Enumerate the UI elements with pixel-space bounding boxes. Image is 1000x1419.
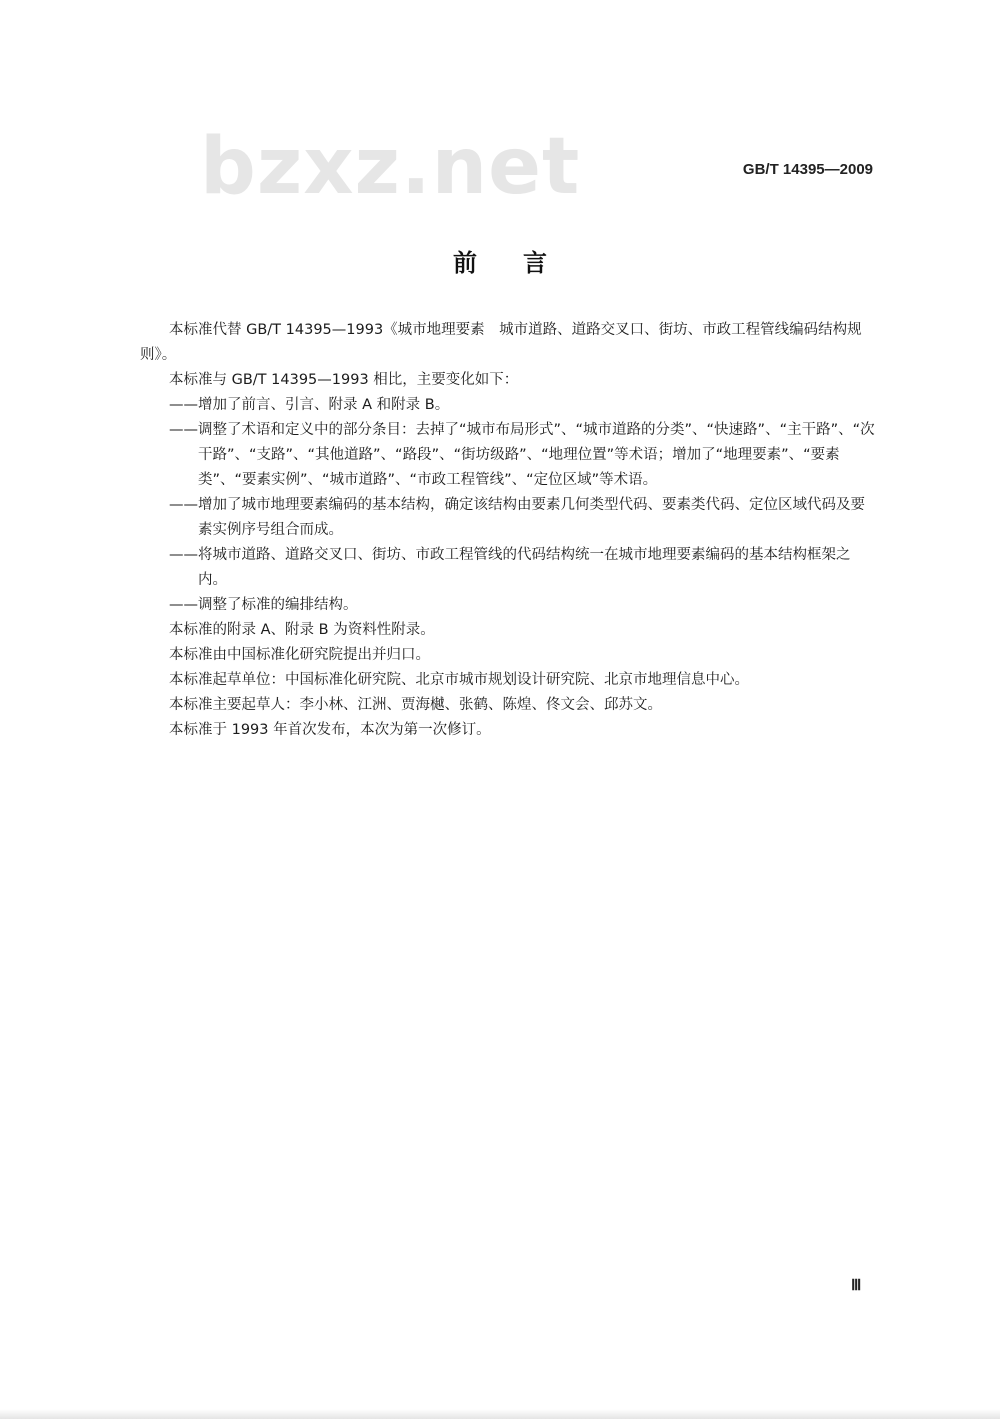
change-item: ——将城市道路、道路交叉口、街坊、市政工程管线的代码结构统一在城市地理要素编码的基本结构框架之内。 bbox=[169, 547, 851, 588]
page-edge-shadow bbox=[0, 1409, 1000, 1419]
page-number: Ⅲ bbox=[851, 1278, 862, 1294]
paragraph-changes-intro: 本标准与 GB/T 14395—1993 相比，主要变化如下： bbox=[169, 372, 519, 388]
change-item: ——增加了前言、引言、附录 A 和附录 B。 bbox=[169, 397, 450, 413]
foreword-body bbox=[140, 318, 875, 743]
change-item: ——增加了城市地理要素编码的基本结构，确定该结构由要素几何类型代码、要素类代码、定位区域代码及要素实例序号组合而成。 bbox=[169, 497, 865, 538]
change-item: ——调整了标准的编排结构。 bbox=[169, 597, 358, 613]
change-item: ——调整了术语和定义中的部分条目：去掉了“城市布局形式”、“城市道路的分类”、“快速路”、“主干路”、“次干路”、“支路”、“其他道路”、“路段”、“街坊级路”、“地理位置”等术语；增加了“地理要素”、“要素类”、“要素实例”、“城市道路”、“市政工程管线”、“定位区域”等术语。 bbox=[169, 422, 875, 488]
paragraph-history: 本标准于 1993 年首次发布，本次为第一次修订。 bbox=[169, 722, 491, 738]
paragraph-drafting-units: 本标准起草单位：中国标准化研究院、北京市城市规划设计研究院、北京市地理信息中心。 bbox=[169, 672, 749, 688]
paragraph-appendix: 本标准的附录 A、附录 B 为资料性附录。 bbox=[169, 622, 435, 638]
paragraph-replaces: 本标准代替 GB/T 14395—1993《城市地理要素 城市道路、道路交叉口、街坊、市政工程管线编码结构规则》。 bbox=[140, 322, 862, 363]
paragraph-proposer: 本标准由中国标准化研究院提出并归口。 bbox=[169, 647, 430, 663]
paragraph-drafters: 本标准主要起草人：李小林、江洲、贾海樾、张鹤、陈煌、佟文会、邱苏文。 bbox=[169, 697, 662, 713]
page-title: 前言 bbox=[453, 249, 593, 277]
standard-code: GB/T 14395—2009 bbox=[742, 161, 873, 178]
watermark: bzxz.net bbox=[200, 122, 581, 212]
